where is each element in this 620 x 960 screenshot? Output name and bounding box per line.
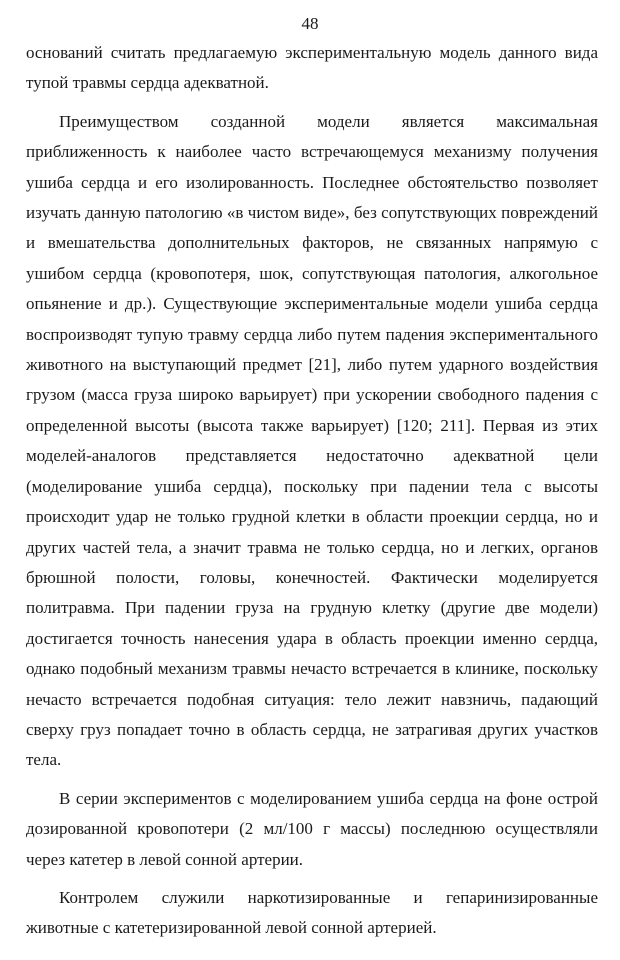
page-number: 48: [301, 14, 319, 33]
paragraph-continuation: оснований считать предлагаемую экспериментальную модель данного вида тупой травмы сердца адекватной.: [26, 43, 598, 93]
paragraph-control-group: Контролем служили наркотизированные и гепаринизированные животные с катетеризированной левой сонной артерией.: [26, 887, 598, 938]
page-body: [26, 38, 598, 944]
paragraph-model-advantages: Преимуществом созданной модели является максимальная приближенность к наиболее часто встречающемуся механизму получения ушиба сердца и его изолированность. Последнее обстоятельство позволяет изучать данную патологию «в чистом виде», без сопутствующих повреждений и вмешательства дополнительных факторов, не связанных напрямую с ушибом сердца (кровопотеря, шок, сопутствующая патология, алкогольное опьянение и др.). Существующие экспериментальные модели ушиба сердца воспроизводят тупую травму сердца либо путем падения экспериментального животного на выступающий предмет [21], либо путем ударного воздействия грузом (масса груза широко варьирует) при ускорении свободного падения с определенной высоты (высота также варьирует) [120; 211]. Первая из этих моделей-аналогов представляется недостаточно адекватной цели (моделирование ушиба сердца), поскольку при падении тела с высоты происходит удар не только грудной клетки в области проекции сердца, но и других частей тела, а значит травма не только сердца, но и легких, органов брюшной полости, головы, конечностей. Фактически моделируется политравма. При падении груза на грудную клетку (другие две модели) достигается точность нанесения удара в область проекции именно сердца, однако подобный механизм травмы нечасто встречается в клинике, поскольку нечасто встречается подобная ситуация: тело лежит навзничь, падающий сверху груз попадает точно в область сердца, не затрагивая других участков тела.: [26, 111, 598, 770]
paragraph-blood-loss-series: В серии экспериментов с моделированием ушиба сердца на фоне острой дозированной кровопотери (2 мл/100 г массы) последнюю осуществляли через катетер в левой сонной артерии.: [26, 788, 598, 869]
